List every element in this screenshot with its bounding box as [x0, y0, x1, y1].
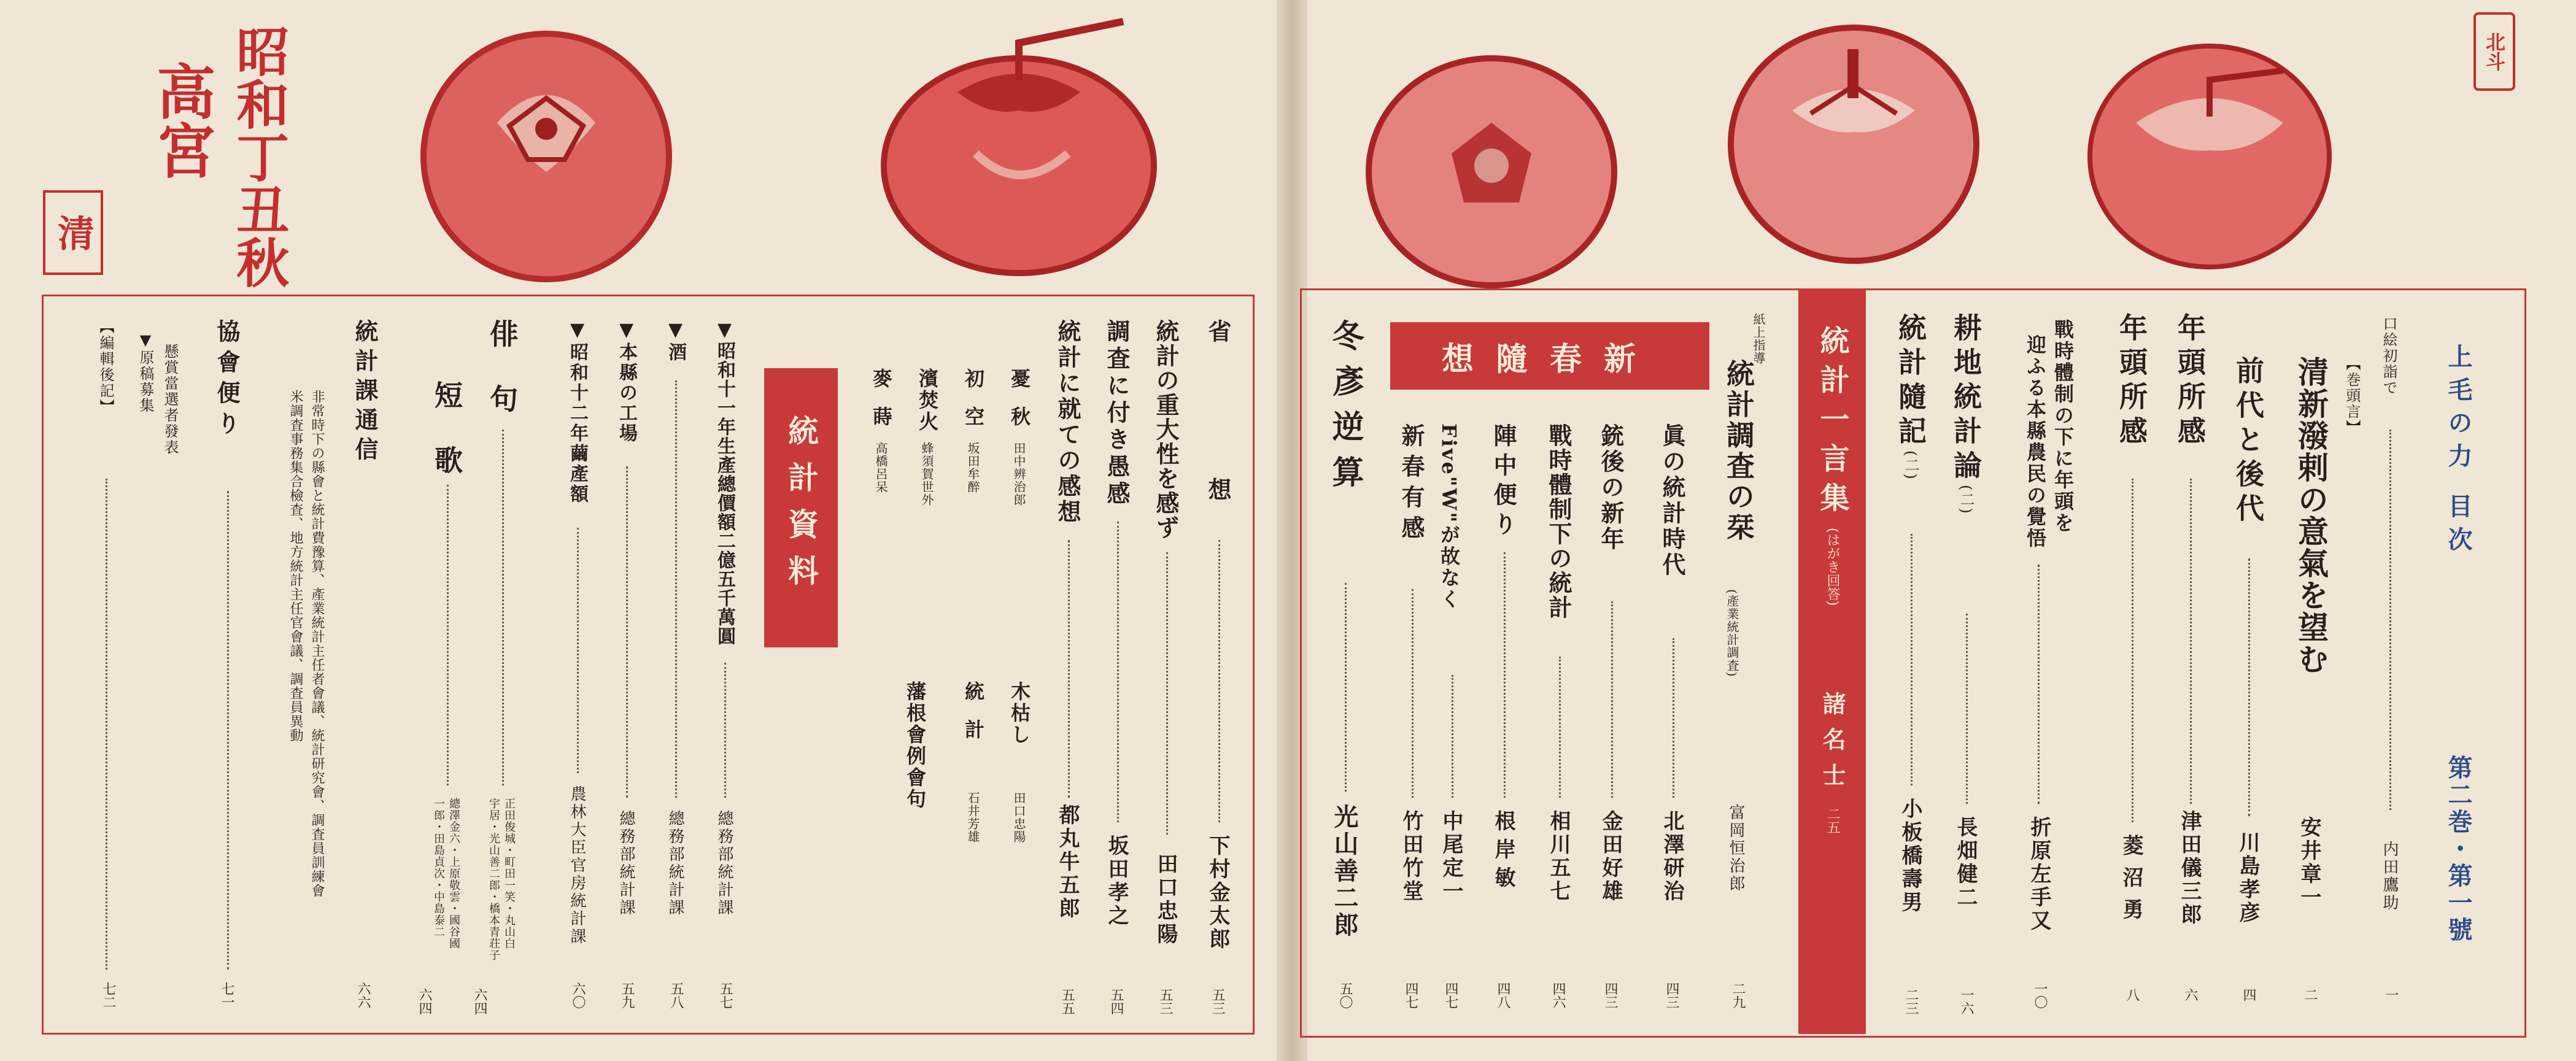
leader-dots [1911, 534, 1913, 785]
data-entry-author: 總務部統計課 [715, 810, 733, 917]
essay-page: 四六 [1550, 982, 1566, 1009]
tsushin-title: 統計課通信 [351, 319, 379, 466]
leader-dots [2038, 565, 2040, 804]
magazine-title: 上毛の力 目次 [2444, 344, 2473, 560]
corner-seal [2474, 12, 2515, 91]
toc-entry-subtitle: (產業統計調査) [1725, 589, 1739, 677]
poet-list-line: 總澤金六・上原敬雲・國谷國 [447, 798, 460, 949]
header-signature: 高宮 [147, 61, 217, 179]
toc-entry-title: 前代と後代 [2232, 356, 2265, 528]
poet-list-line: 宇居・光山善二郎・橋本青荘子 [487, 798, 500, 961]
essay-title: Five"W"が故なく [1437, 423, 1461, 611]
data-entry-title: ▼昭和十二年繭產額 [567, 319, 588, 504]
toc-entry-suffix: (二) [1902, 450, 1919, 480]
toc-entry-page: 六 [2183, 988, 2198, 1001]
misc-entry: 【編輯後記】 [97, 319, 114, 415]
essay-author: 相川五七 [1546, 810, 1571, 903]
leader-dots [2190, 479, 2192, 804]
toc-entry-author: 下村金太郎 [1205, 835, 1230, 951]
toc-entry-page: 五五 [1059, 988, 1075, 1015]
leader-dots [675, 380, 677, 798]
kyokai-page: 七一 [219, 982, 234, 1009]
toc-entry-page: 一六 [1959, 988, 1974, 1015]
section-box-tokei-shiryo-title: 統計資料 [783, 414, 819, 601]
toc-entry-title: 年頭所感 [2115, 313, 2148, 450]
toc-entry-title: 年頭所感 [2173, 313, 2207, 450]
leader-dots [1966, 614, 1968, 804]
haiku-title: 俳句 [485, 319, 519, 449]
essay-title: 銃後の新年 [1597, 423, 1625, 552]
toc-entry-author: 小板橋壽男 [1898, 798, 1922, 914]
essay-title: 戰時體制下の統計 [1545, 423, 1572, 620]
section-box-author: 諸名士 [1819, 692, 1846, 799]
artist-seal [43, 190, 103, 275]
leader-dots [1345, 583, 1347, 792]
data-entry-author: 總務部統計課 [666, 810, 684, 917]
leader-dots [2389, 430, 2391, 810]
essay-page: 四三 [1664, 982, 1679, 1009]
toc-entry-title: 冬彥逆算 [1326, 319, 1364, 501]
leader-dots [2248, 558, 2250, 816]
section-box-tokei-shiryo [764, 368, 838, 647]
section-box-page: 二五 [1825, 807, 1840, 835]
poem-author: 田口忠陽 [1011, 792, 1026, 843]
poem-title: 木枯し [1008, 681, 1031, 746]
leader-dots [1611, 601, 1613, 798]
leader-dots [1166, 552, 1168, 835]
leader-dots [1504, 552, 1506, 798]
toc-entry-author: 長畑健二 [1953, 816, 1978, 909]
toc-entry-title-text: 統計隨記 [1894, 313, 1927, 450]
toc-entry-page: 五三 [1210, 988, 1225, 1015]
poem-author: 高橋呂呆 [873, 442, 888, 493]
essay-page: 四七 [1403, 982, 1418, 1009]
leader-dots [1452, 675, 1453, 798]
toc-entry-author: 内田鷹助 [2380, 841, 2399, 912]
corner-seal-text: 北斗 [2483, 32, 2506, 71]
tanka-page: 六四 [417, 988, 432, 1015]
group-title: 省想 [1204, 319, 1232, 636]
poem-title: 麥蒔 [870, 368, 893, 444]
persimmon-illustration-4 [1719, 12, 1989, 270]
essay-title: 新春有感 [1398, 423, 1425, 546]
toc-entry-title: 口絵初詣で [2380, 316, 2397, 396]
tsushin-line: 米調査事務集合檢査、地方統計主任官會議、調査員異動 [288, 390, 303, 743]
toc-entry-page: 八 [2124, 988, 2140, 1001]
data-entry-page: 六〇 [570, 982, 586, 1009]
leader-dots [2132, 479, 2133, 822]
toc-entry-page: 五〇 [1337, 982, 1353, 1009]
essay-author: 竹田竹堂 [1399, 810, 1423, 903]
leader-dots [577, 528, 579, 773]
essay-title: 陣中便り [1490, 423, 1517, 541]
toc-entry-title: 統計に就ての感想 [1054, 319, 1081, 525]
poem-title: 濱焚火 [916, 368, 939, 433]
leader-dots [447, 485, 449, 785]
poem-title: 統計 [962, 681, 985, 757]
toc-entry-author: 川島孝彦 [2235, 831, 2260, 925]
toc-entry-page: 二九 [1730, 982, 1746, 1009]
essay-page: 四七 [1443, 982, 1458, 1009]
essay-page: 四八 [1495, 982, 1510, 1009]
toc-entry-title: 清新潑剌の意氣を望む [2293, 356, 2329, 675]
toc-entry-title: 統計の重大性を感ず [1152, 319, 1180, 540]
toc-entry-title [1894, 313, 1927, 480]
misc-entry: 懸賞當選者發表 [161, 344, 179, 455]
toc-entry-author: 安井章一 [2297, 816, 2321, 909]
toc-entry-author: 都丸牛五郎 [1055, 804, 1080, 920]
kyokai-title: 協會便り [213, 319, 241, 442]
data-entry-page: 五七 [717, 982, 733, 1009]
misc-page: 七二 [101, 982, 116, 1009]
persimmon-illustration-1 [411, 18, 681, 288]
persimmon-illustration-5 [2081, 25, 2338, 282]
toc-entry-title: 戰時體制の下に年頭を [2051, 319, 2075, 534]
essay-author: 根岸敏 [1491, 810, 1515, 895]
artist-seal-text: 清 [52, 214, 95, 251]
toc-entry-author: 富岡恒治郎 [1727, 804, 1745, 893]
toc-entry-page: 二 [2302, 988, 2318, 1001]
data-entry-title: ▼酒 [665, 319, 686, 363]
essay-author: 金田好雄 [1598, 810, 1623, 903]
poem-title: 憂秋 [1008, 368, 1031, 444]
toc-entry-page: 五四 [1108, 988, 1124, 1015]
tsushin-page: 六六 [355, 982, 371, 1009]
section-box-shinshun [1390, 322, 1709, 390]
leader-dots [227, 491, 229, 970]
toc-entry-author: 津田儀三郎 [2177, 810, 2202, 927]
toc-entry-author: 光山善二郎 [1330, 804, 1359, 939]
leader-dots [1218, 540, 1220, 822]
leader-dots [1117, 522, 1119, 822]
toc-entry-title: 統計調査の栞 [1722, 359, 1755, 543]
toc-entry-author: 田口忠陽 [1153, 853, 1178, 946]
section-label: 【巻頭言】 [2343, 356, 2361, 436]
toc-entry-author: 折原左手又 [2027, 816, 2051, 933]
leader-dots [502, 430, 504, 785]
toc-entry-page: 一 [2383, 988, 2399, 1001]
tsushin-line: 非常時下の縣會と統計費豫算、產業統計主任者會議、統計研究會、調査員訓練會 [309, 390, 325, 898]
section-box-subtitle: (はがき回答) [1825, 528, 1840, 606]
section-box-hitokoto [1798, 288, 1866, 1034]
leader-dots [626, 466, 628, 798]
section-box-shinshun-title: 新春隨想 [1441, 340, 1658, 378]
leader-dots [1068, 540, 1070, 798]
essay-author: 北澤研治 [1660, 810, 1684, 903]
toc-entry-title: 調査に付き愚感 [1103, 319, 1131, 508]
persimmon-illustration-3 [1360, 49, 1623, 295]
haiku-page: 六四 [472, 988, 487, 1015]
toc-entry-page: 二三 [1903, 988, 1919, 1015]
toc-entry-prefix: 紙上指導 [1751, 313, 1766, 365]
leader-dots [1412, 589, 1414, 798]
essay-author: 中尾定一 [1439, 810, 1463, 903]
leader-dots [724, 663, 726, 798]
persimmon-illustration-2 [865, 12, 1185, 282]
essay-page: 四三 [1603, 982, 1618, 1009]
toc-entry-title [1949, 313, 1982, 515]
toc-entry-page: 四 [2241, 988, 2256, 1001]
volume-number: 第二巻・第一號 [2444, 755, 2473, 944]
toc-entry-page: 一〇 [2032, 982, 2048, 1009]
data-entry-title: ▼昭和十一年生產總價額二億五千萬圓 [714, 319, 735, 646]
poem-title: 初空 [962, 368, 985, 444]
toc-entry-subtitle: 迎ふる本縣農民の覺悟 [2024, 334, 2047, 549]
poem-author: 石井芳雄 [965, 792, 980, 843]
toc-entry-suffix: (二) [1957, 485, 1975, 515]
poem-author: 坂田牟醉 [965, 442, 980, 493]
data-entry-page: 五九 [619, 982, 635, 1009]
misc-entry: ▼原稿募集 [137, 331, 154, 414]
poet-list-line: 正田俊城・町田一笑・丸山白 [503, 798, 516, 949]
leader-dots [1673, 638, 1674, 798]
toc-entry-author: 坂田孝之 [1104, 835, 1129, 928]
poem-author: 蜂須賀世外 [919, 442, 934, 506]
leader-dots [106, 479, 107, 970]
data-entry-author: 總務部統計課 [617, 810, 635, 917]
header-inscription: 昭和丁丑秋 [227, 25, 290, 288]
data-entry-title: ▼本縣の工場 [616, 319, 637, 444]
poem-title: 藩根會例會句 [903, 681, 927, 810]
section-box-title: 統計一言集 [1815, 325, 1849, 522]
toc-entry-author: 菱沼勇 [2119, 835, 2143, 930]
poet-list-line: 一郎・田島貞次・中島泰二 [432, 798, 445, 938]
leader-dots [1559, 657, 1561, 798]
tanka-title: 短歌 [430, 380, 463, 511]
essay-title: 眞の統計時代 [1658, 423, 1686, 578]
toc-entry-page: 五三 [1158, 988, 1173, 1015]
data-entry-author: 農林大臣官房統計課 [568, 785, 586, 946]
data-entry-page: 五八 [668, 982, 684, 1009]
toc-entry-title-text: 耕地統計論 [1949, 313, 1982, 485]
poem-author: 田中辨治郎 [1011, 442, 1026, 506]
